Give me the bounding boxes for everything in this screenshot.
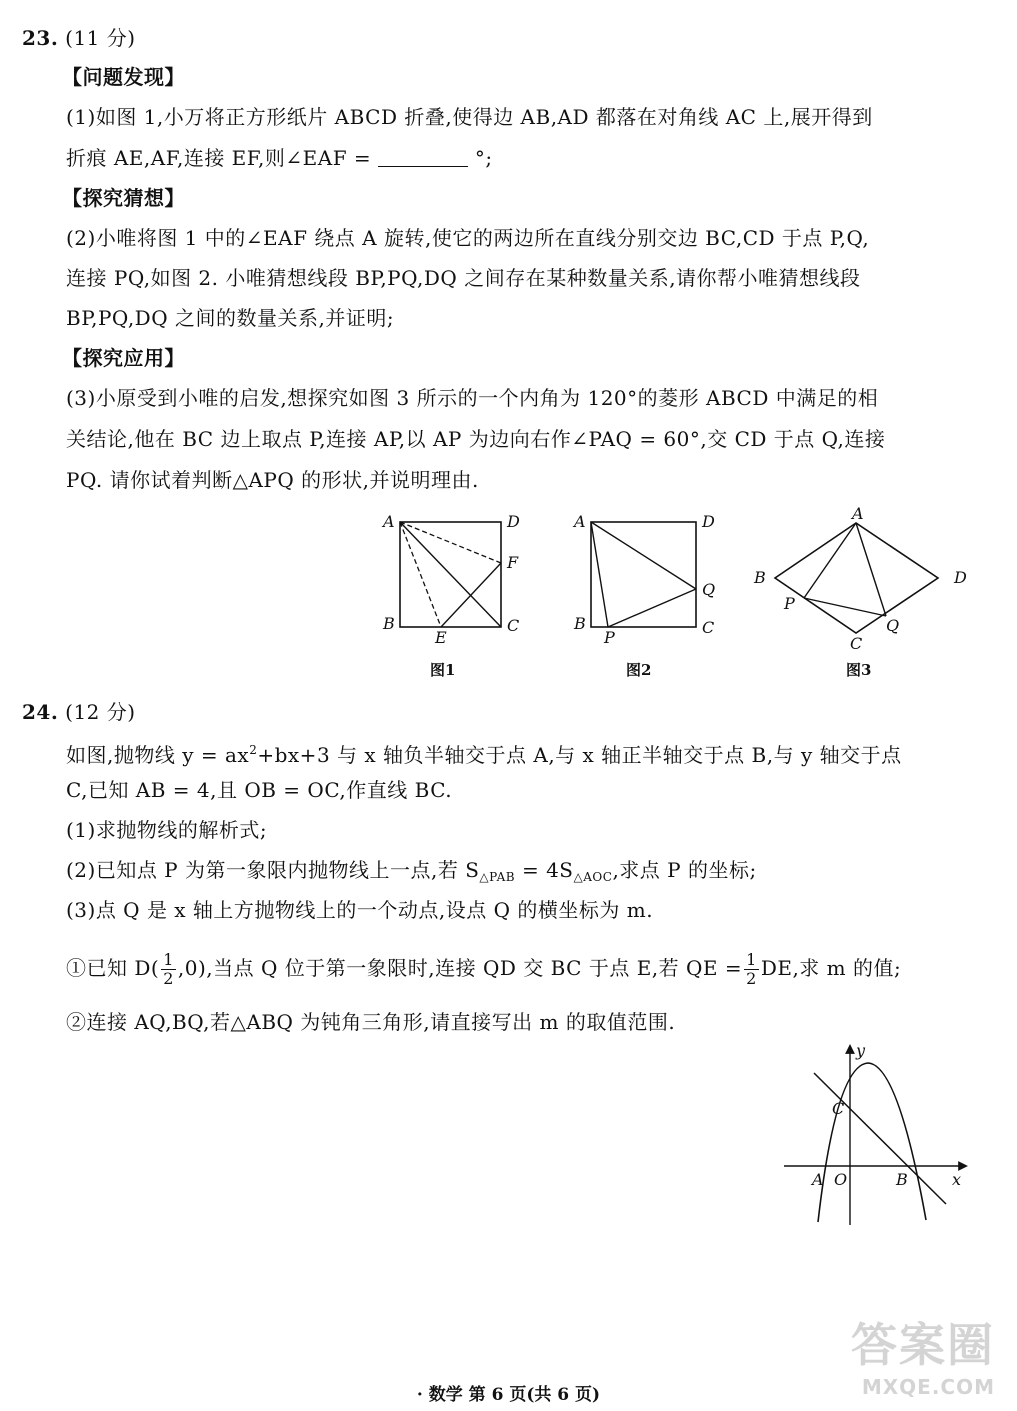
fig1-label-a: A [383,512,395,531]
fig1-caption: 图1 [430,661,456,679]
fig2-label-p: P [604,628,615,647]
q24-part3: (3)点 Q 是 x 轴上方抛物线上的一个动点,设点 Q 的横坐标为 m. [66,898,654,922]
q24-intro-text-b: +bx+3 与 x 轴负半轴交于点 A,与 x 轴正半轴交于点 B,与 y 轴交于点 [257,743,902,767]
q24-sub1 [66,948,901,988]
q24-part2-text-a: (2)已知点 P 为第一象限内抛物线上一点,若 S [66,858,480,882]
fig2-label-d: D [702,512,715,531]
watermark-logo [851,1309,995,1399]
fig1-label-e: E [435,628,447,647]
graph-label-a: A [812,1170,824,1189]
fig2-label-a: A [574,512,586,531]
graph-label-o: O [834,1170,848,1189]
fig2-label-q: Q [702,580,716,599]
graph-label-x: x [952,1170,962,1189]
fig3-label-c: C [850,634,863,653]
q23-part1-unit: °; [474,146,493,170]
q24-part2 [66,858,757,889]
frac-denominator: 2 [163,969,174,988]
fig1-label-c: C [507,616,520,635]
figure-1 [375,505,535,680]
page-footer: · 数学 第 6 页(共 6 页) [416,1385,601,1405]
q24-part2-sub2: △AOC [573,870,613,884]
q23-points: (11 分) [65,26,136,50]
fig2-label-b: B [574,614,586,633]
parabola-graph [780,1040,980,1230]
watermark-top: 答案圈 [851,1318,995,1372]
fig2-line-ap [591,522,608,627]
fig1-label-b: B [383,614,395,633]
figure-2 [570,505,730,680]
q23-section-application: 【探究应用】 [62,346,185,370]
q23-part1-text: 折痕 AE,AF,连接 EF,则∠EAF = [66,146,372,170]
q23-number: 23. [22,26,59,50]
q24-sub2: ②连接 AQ,BQ,若△ABQ 为钝角三角形,请直接写出 m 的取值范围. [66,1010,676,1034]
q24-intro-line2: C,已知 AB = 4,且 OB = OC,作直线 BC. [66,778,453,802]
q24-part1: (1)求抛物线的解析式; [66,818,268,842]
fig1-crease-ae [400,522,441,627]
fig3-label-q: Q [886,616,900,635]
fig2-label-c: C [702,618,715,637]
fig2-line-pq [608,589,696,627]
fig2-line-aq [591,522,696,589]
parabola-curve [818,1063,926,1222]
q23-section-conjecture: 【探究猜想】 [62,186,185,210]
fig3-line-ap [804,523,856,598]
graph-label-c: C [832,1099,845,1118]
watermark-bottom: MXQE.COM [861,1375,995,1399]
q24-intro-line1 [66,738,902,767]
fig1-label-f: F [507,553,519,572]
q24-sub1-text-a: ①已知 D( [66,956,160,980]
fig3-rhombus [775,523,938,633]
fig1-crease-af [400,522,501,563]
q24-part2-sub1: △PAB [479,870,516,884]
fig3-caption: 图3 [846,661,872,679]
answer-blank [378,148,468,167]
q23-part1-line1: (1)如图 1,小万将正方形纸片 ABCD 折叠,使得边 AB,AD 都落在对角线 AC 上,展开得到 [66,105,873,129]
fraction-half-2 [744,951,759,988]
graph-label-y: y [856,1041,866,1060]
fig3-label-a: A [852,504,864,523]
fig2-caption: 图2 [626,661,652,679]
fig3-label-d: D [954,568,967,587]
q23-part2-line3: BP,PQ,DQ 之间的数量关系,并证明; [66,306,395,330]
q24-part2-text-b: = 4S [515,858,574,882]
q24-number: 24. [22,700,59,724]
frac2-denominator: 2 [746,969,757,988]
fig1-label-d: D [507,512,520,531]
q24-sub1-text-b: ,0),当点 Q 位于第一象限时,连接 QD 交 BC 于点 E,若 QE = [177,956,743,980]
q24-header [22,700,136,724]
frac-numerator: 1 [163,950,174,969]
q23-part1-line2 [66,146,493,170]
fig3-label-b: B [754,568,766,587]
figure-3 [750,505,980,680]
fig3-label-p: P [784,594,795,613]
q23-part2-line1: (2)小唯将图 1 中的∠EAF 绕点 A 旋转,使它的两边所在直线分别交边 BC,CD 于点 P,Q, [66,226,870,250]
fraction-half [161,951,176,988]
q24-intro-text-a: 如图,抛物线 y = ax [66,743,250,767]
q24-sub1-text-c: DE,求 m 的值; [760,956,902,980]
q24-points: (12 分) [65,700,136,724]
q23-part2-line2: 连接 PQ,如图 2. 小唯猜想线段 BP,PQ,DQ 之间存在某种数量关系,请你帮小唯猜想线段 [66,266,861,290]
q24-intro-sup: 2 [249,743,258,757]
q23-section-discovery: 【问题发现】 [62,65,185,89]
q23-header [22,26,136,50]
q23-part3-line3: PQ. 请你试着判断△APQ 的形状,并说明理由. [66,468,479,492]
q23-part3-line1: (3)小原受到小唯的启发,想探究如图 3 所示的一个内角为 120°的菱形 ABCD 中满足的相 [66,386,879,410]
fig3-line-aq [856,523,886,616]
q24-part2-text-c: ,求点 P 的坐标; [612,858,757,882]
fig1-diagonal-ac [400,522,501,627]
graph-label-b: B [896,1170,908,1189]
q23-part3-line2: 关结论,他在 BC 边上取点 P,连接 AP,以 AP 为边向右作∠PAQ = 60°,交 CD 于点 Q,连接 [66,427,886,451]
frac2-numerator: 1 [746,950,757,969]
